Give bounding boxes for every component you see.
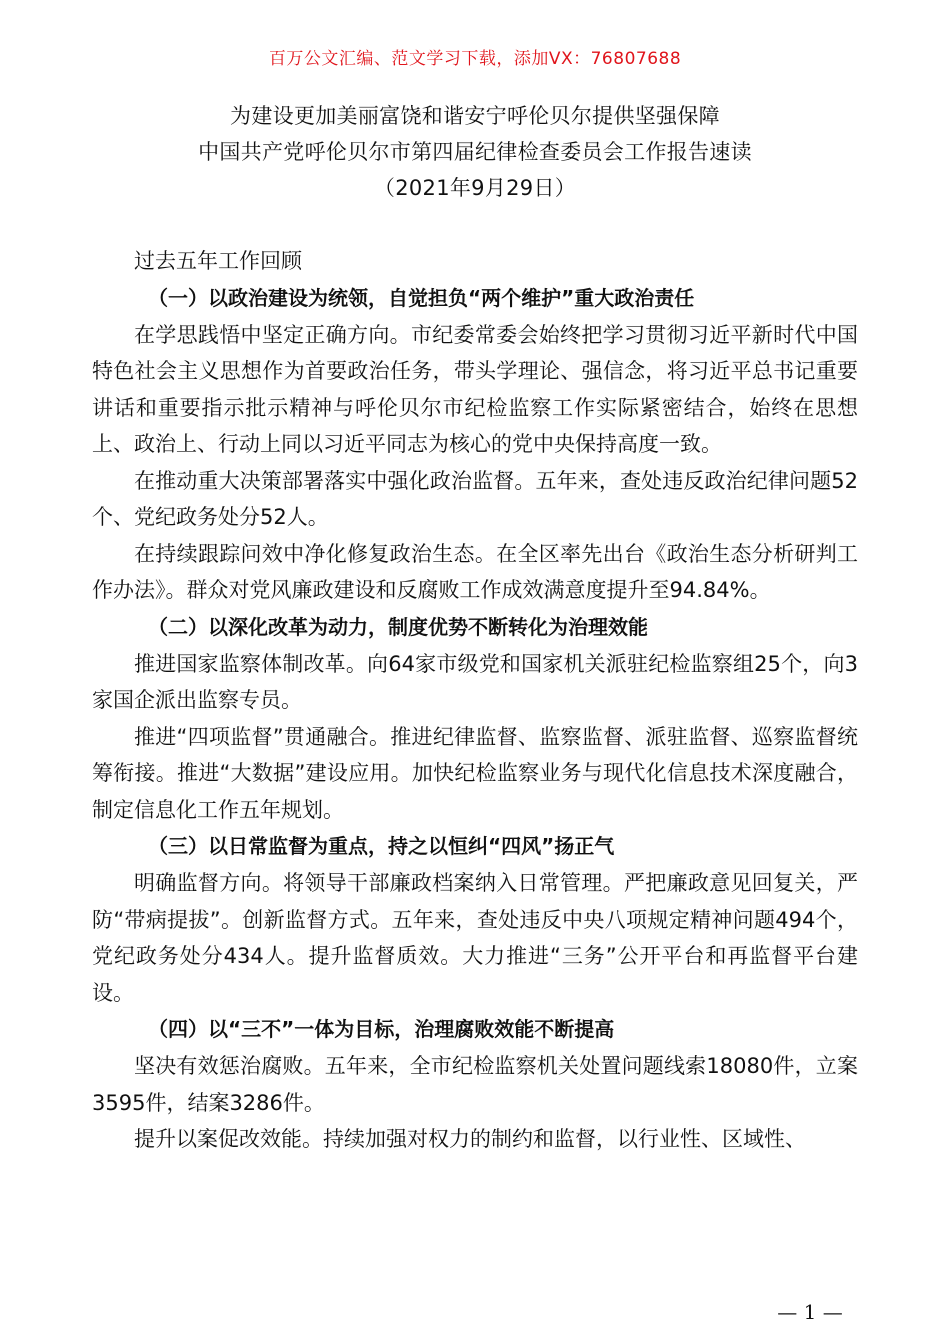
report-title	[0, 98, 950, 206]
heading-3: （三）以日常监督为重点，持之以恒纠“四风”扬正气	[148, 834, 615, 858]
heading-4: （四）以“三不”一体为目标，治理腐败效能不断提高	[148, 1017, 615, 1041]
paragraph-3: 在持续跟踪问效中净化修复政治生态。在全区率先出台《政治生态分析研判工作办法》。群众对党风廉政建设和反腐败工作成效满意度提升至94.84%。	[92, 541, 858, 602]
paragraph-5: 推进“四项监督”贯通融合。推进纪律监督、监察监督、派驻监督、巡察监督统筹衔接。推进“大数据”建设应用。加快纪检监察业务与现代化信息技术深度融合，制定信息化工作五年规划。	[92, 724, 858, 822]
heading-1: （一）以政治建设为统领，自觉担负“两个维护”重大政治责任	[148, 285, 695, 310]
promo-banner: 百万公文汇编、范文学习下载，添加VX：76807688	[268, 49, 682, 69]
title-date: （2021年9月29日）	[373, 176, 577, 200]
paragraph-7: 坚决有效惩治腐败。五年来，全市纪检监察机关处置问题线索18080件，立案3595件，结案3286件。	[92, 1054, 858, 1115]
heading-2: （二）以深化改革为动力，制度优势不断转化为治理效能	[148, 614, 648, 639]
paragraph-6: 明确监督方向。将领导干部廉政档案纳入日常管理。严把廉政意见回复关，严防“带病提拔”。创新监督方式。五年来，查处违反中央八项规定精神问题494个，党纪政务处分434人。提升监督质效。大力推进“三务”公开平台和再监督平台建设。	[92, 871, 858, 1005]
paragraph-1: 在学思践悟中坚定正确方向。市纪委常委会始终把学习贯彻习近平新时代中国特色社会主义思想作为首要政治任务，带头学理论、强信念，将习近平总书记重要讲话和重要指示批示精神与呼伦贝尔市纪检监察工作实际紧密结合，始终在思想上、政治上、行动上同以习近平同志为核心的党中央保持高度一致。	[92, 322, 858, 456]
paragraph-4: 推进国家监察体制改革。向64家市级党和国家机关派驻纪检监察组25个，向3家国企派出监察专员。	[92, 651, 858, 712]
paragraph-2: 在推动重大决策部署落实中强化政治监督。五年来，查处违反政治纪律问题52个、党纪政务处分52人。	[92, 468, 858, 529]
section-intro: 过去五年工作回顾	[134, 249, 302, 273]
paragraph-8: 提升以案促改效能。持续加强对权力的制约和监督，以行业性、区域性、	[134, 1127, 806, 1151]
report-body	[92, 243, 858, 1158]
title-line-1: 为建设更加美丽富饶和谐安宁呼伦贝尔提供坚强保障	[230, 104, 720, 128]
page-number: — 1 —	[777, 1300, 843, 1324]
title-line-2: 中国共产党呼伦贝尔市第四届纪律检查委员会工作报告速读	[198, 140, 752, 164]
